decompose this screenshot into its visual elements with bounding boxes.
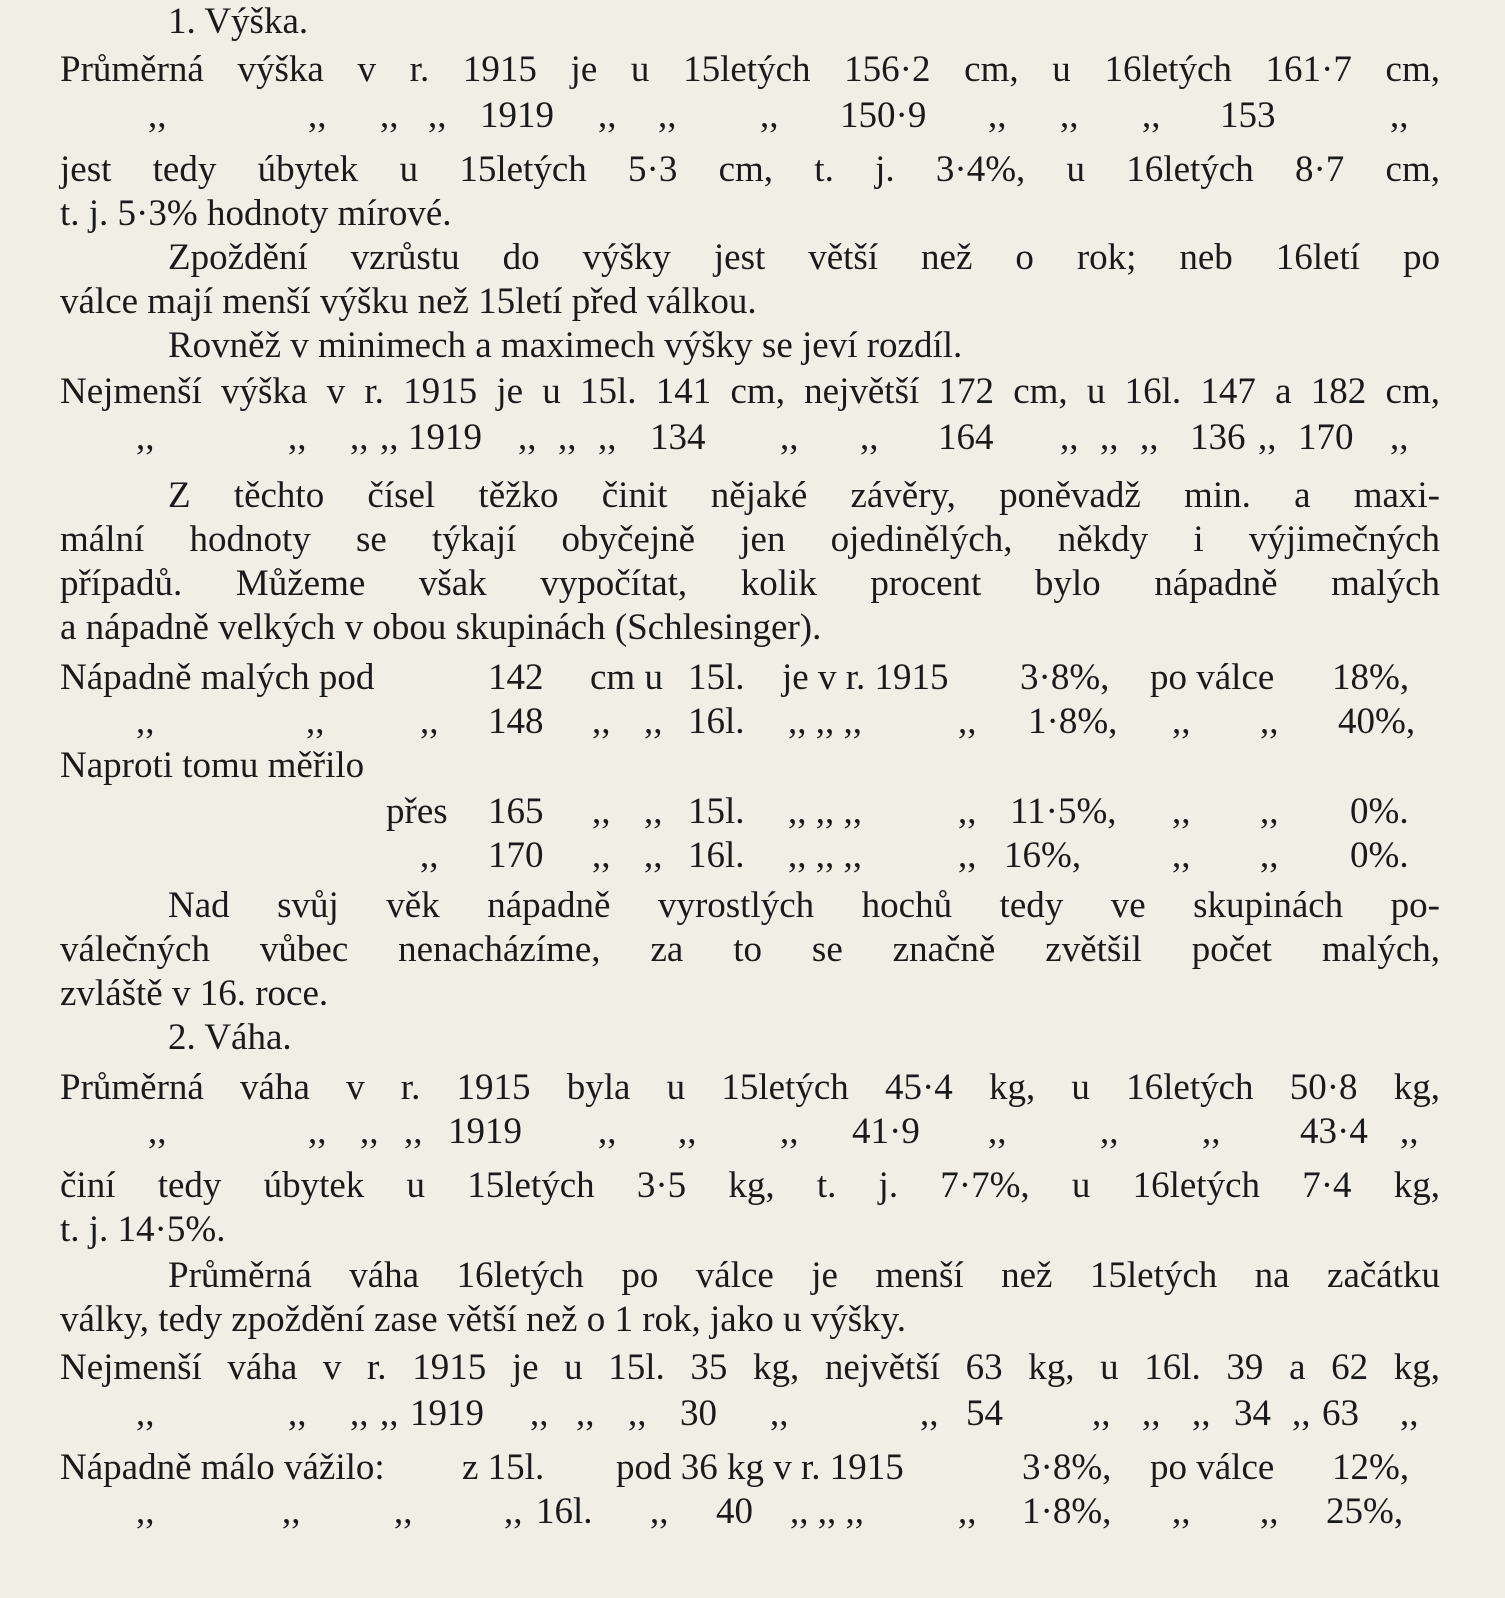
text-line: Nad svůj věk nápadně vyrostlých hochů tedy ve skupinách po- [168,885,1440,926]
ditto-mark: ,, [598,1111,617,1152]
value: 164 [938,417,994,458]
ditto-mark: ,, [760,95,779,136]
ditto-mark: ,, [958,791,977,832]
text-line: Průměrná váha v r. 1915 byla u 15letých 45·4 kg, u 16letých 50·8 kg, [60,1067,1440,1108]
ditto-mark: ,, [380,417,399,458]
ditto-mark: ,, [1060,417,1079,458]
ditto-mark: ,, [628,1393,647,1434]
ditto-mark: ,, [958,1491,977,1532]
ditto-mark: ,, [780,1111,799,1152]
ditto-mark: ,, [1172,1491,1191,1532]
ditto-mark: ,, [988,95,1007,136]
ditto-mark: ,, [1400,1111,1419,1152]
table-row [60,1446,1460,1490]
ditto-mark: ,, [136,701,155,742]
ditto-mark: ,, [592,791,611,832]
age: 15l. [688,791,745,832]
text-line: jest tedy úbytek u 15letých 5·3 cm, t. j. 3·4%, u 16letých 8·7 cm, [60,149,1440,190]
year: 1919 [410,1393,484,1434]
text-line: Průměrná výška v r. 1915 je u 15letých 156·2 cm, u 16letých 161·7 cm, [60,49,1440,90]
ditto-mark: ,, [1142,1393,1161,1434]
ditto-mark: ,, [860,417,879,458]
text-line: a nápadně velkých v obou skupinách (Schlesinger). [60,607,822,648]
ditto-mark: ,, [308,1111,327,1152]
table-row [60,790,1460,834]
ditto-mark: ,, [518,417,537,458]
value: 0%. [1350,835,1409,876]
ditto-mark: ,, [420,835,439,876]
value: 43·4 [1300,1111,1368,1152]
value: 30 [680,1393,717,1434]
ditto-mark: ,, [770,1393,789,1434]
ditto-mark: ,, [420,701,439,742]
ditto-mark: ,, [1260,1491,1279,1532]
row-label: Nápadně málo vážilo: [60,1447,385,1488]
value: 63 [1322,1393,1359,1434]
ditto-mark: ,, [380,1393,399,1434]
table-row [60,656,1460,700]
ditto-mark: ,, [1100,417,1119,458]
age: 15l. [688,657,745,698]
text-line: válečných vůbec nenacházíme, za to se značně zvětšil počet malých, [60,929,1440,970]
ditto-mark: ,, [658,95,677,136]
text-line: válce mají menší výšku než 15letí před válkou. [60,281,757,322]
text-line: Rovněž v minimech a maximech výšky se jeví rozdíl. [168,325,963,366]
text-line: Nejmenší váha v r. 1915 je u 15l. 35 kg, největší 63 kg, u 16l. 39 a 62 kg, [60,1347,1440,1388]
ditto-mark: ,, [1258,417,1277,458]
ditto-mark: ,, [644,701,663,742]
ditto-mark: ,, [1260,701,1279,742]
ditto-mark: ,, ,, ,, [788,791,862,832]
ditto-mark: ,, [644,791,663,832]
ditto-mark: ,, [1192,1393,1211,1434]
value: 40%, [1338,701,1416,742]
text-line: Z těchto čísel těžko činit nějaké závěry, poněvadž min. a maxi- [168,475,1440,516]
ditto-mark: ,, [282,1491,301,1532]
ditto-mark: ,, [306,701,325,742]
text: přes [386,791,448,832]
text-line: t. j. 5·3% hodnoty mírové. [60,193,452,234]
ditto-mark: ,, [136,1393,155,1434]
value: 150·9 [840,95,927,136]
value: 142 [488,657,544,698]
ditto-mark: ,, [504,1491,523,1532]
year-text: je v r. 1915 [782,657,949,698]
value: 16%, [1004,835,1082,876]
ditto-mark: ,, [576,1393,595,1434]
text-line: mální hodnoty se týkají obyčejně jen ojedinělých, někdy i výjimečných [60,519,1440,560]
value: 34 [1234,1393,1271,1434]
ditto-mark: ,, [920,1393,939,1434]
ditto-mark: ,, [428,95,447,136]
ditto-mark: ,, [308,95,327,136]
year: 1919 [448,1111,522,1152]
ditto-mark: ,, [1172,701,1191,742]
ditto-mark: ,, [360,1111,379,1152]
value: 148 [488,701,544,742]
text-line: Průměrná váha 16letých po válce je menší než 15letých na začátku [168,1255,1440,1296]
value: 40 [716,1491,753,1532]
value: 3·8%, [1020,657,1110,698]
ditto-mark: ,, [1172,835,1191,876]
text-line: t. j. 14·5%. [60,1209,226,1250]
table-row [60,834,1460,878]
ditto-mark: ,, [958,835,977,876]
age: 16l. [688,835,745,876]
ditto-mark: ,, [558,417,577,458]
unit: cm u [590,657,663,698]
text: po válce [1150,1447,1275,1488]
ditto-row [60,1110,1460,1154]
table-row [60,1490,1460,1534]
ditto-mark: ,, [592,835,611,876]
ditto-mark: ,, [1100,1111,1119,1152]
value: 153 [1220,95,1276,136]
ditto-mark: ,, [1092,1393,1111,1434]
ditto-mark: ,, [1202,1111,1221,1152]
ditto-mark: ,, [644,835,663,876]
ditto-mark: ,, [1260,791,1279,832]
value: 41·9 [852,1111,920,1152]
ditto-mark: ,, [988,1111,1007,1152]
ditto-mark: ,, [1260,835,1279,876]
value: 134 [650,417,706,458]
age: z 15l. [462,1447,545,1488]
ditto-mark: ,, [1390,95,1409,136]
ditto-mark: ,, [1400,1393,1419,1434]
ditto-mark: ,, [598,417,617,458]
ditto-row [60,94,1460,138]
ditto-mark: ,, [1142,95,1161,136]
value: 1·8%, [1028,701,1118,742]
value: 25%, [1326,1491,1404,1532]
age: 16l. [688,701,745,742]
ditto-mark: ,, [958,701,977,742]
text-line: Naproti tomu měřilo [60,745,365,786]
ditto-mark: ,, [1390,417,1409,458]
value: 165 [488,791,544,832]
ditto-mark: ,, [350,417,369,458]
value: 136 [1190,417,1246,458]
value: 3·8%, [1022,1447,1112,1488]
text-line: činí tedy úbytek u 15letých 3·5 kg, t. j. 7·7%, u 16letých 7·4 kg, [60,1165,1440,1206]
ditto-mark: ,, [148,95,167,136]
ditto-mark: ,, [136,1491,155,1532]
value: 12%, [1332,1447,1410,1488]
text: po válce [1150,657,1275,698]
ditto-mark: ,, [1060,95,1079,136]
value: 54 [966,1393,1003,1434]
ditto-row [60,1392,1460,1436]
text-line: případů. Můžeme však vypočítat, kolik procent bylo nápadně malých [60,563,1440,604]
ditto-mark: ,, [1172,791,1191,832]
ditto-mark: ,, ,, ,, [788,701,862,742]
ditto-mark: ,, [288,417,307,458]
ditto-mark: ,, ,, ,, [788,835,862,876]
text-line: zvláště v 16. roce. [60,973,329,1014]
text-line: Zpoždění vzrůstu do výšky jest větší než o rok; neb 16letí po [168,237,1440,278]
ditto-mark: ,, [780,417,799,458]
ditto-mark: ,, [288,1393,307,1434]
age: 16l. [536,1491,593,1532]
value: 170 [1298,417,1354,458]
ditto-row [60,416,1460,460]
ditto-mark: ,, [598,95,617,136]
ditto-mark: ,, [404,1111,423,1152]
value: 11·5%, [1010,791,1117,832]
ditto-mark: ,, [1140,417,1159,458]
table-row [60,700,1460,744]
ditto-mark: ,, [530,1393,549,1434]
section-heading-weight: 2. Váha. [168,1017,292,1058]
ditto-mark: ,, ,, ,, [790,1491,864,1532]
value: 0%. [1350,791,1409,832]
text-line: války, tedy zpoždění zase větší než o 1 rok, jako u výšky. [60,1299,906,1340]
ditto-mark: ,, [380,95,399,136]
value: 170 [488,835,544,876]
year: 1919 [408,417,482,458]
ditto-mark: ,, [136,417,155,458]
year: 1919 [480,95,554,136]
row-label: Nápadně malých pod [60,657,375,698]
text-line: Nejmenší výška v r. 1915 je u 15l. 141 cm, největší 172 cm, u 16l. 147 a 182 cm, [60,371,1440,412]
value: 1·8%, [1022,1491,1112,1532]
section-heading-height: 1. Výška. [168,1,309,42]
ditto-mark: ,, [350,1393,369,1434]
text: pod 36 kg v r. 1915 [616,1447,904,1488]
ditto-mark: ,, [394,1491,413,1532]
ditto-mark: ,, [650,1491,669,1532]
ditto-mark: ,, [592,701,611,742]
ditto-mark: ,, [678,1111,697,1152]
value: 18%, [1332,657,1410,698]
ditto-mark: ,, [1292,1393,1311,1434]
ditto-mark: ,, [148,1111,167,1152]
